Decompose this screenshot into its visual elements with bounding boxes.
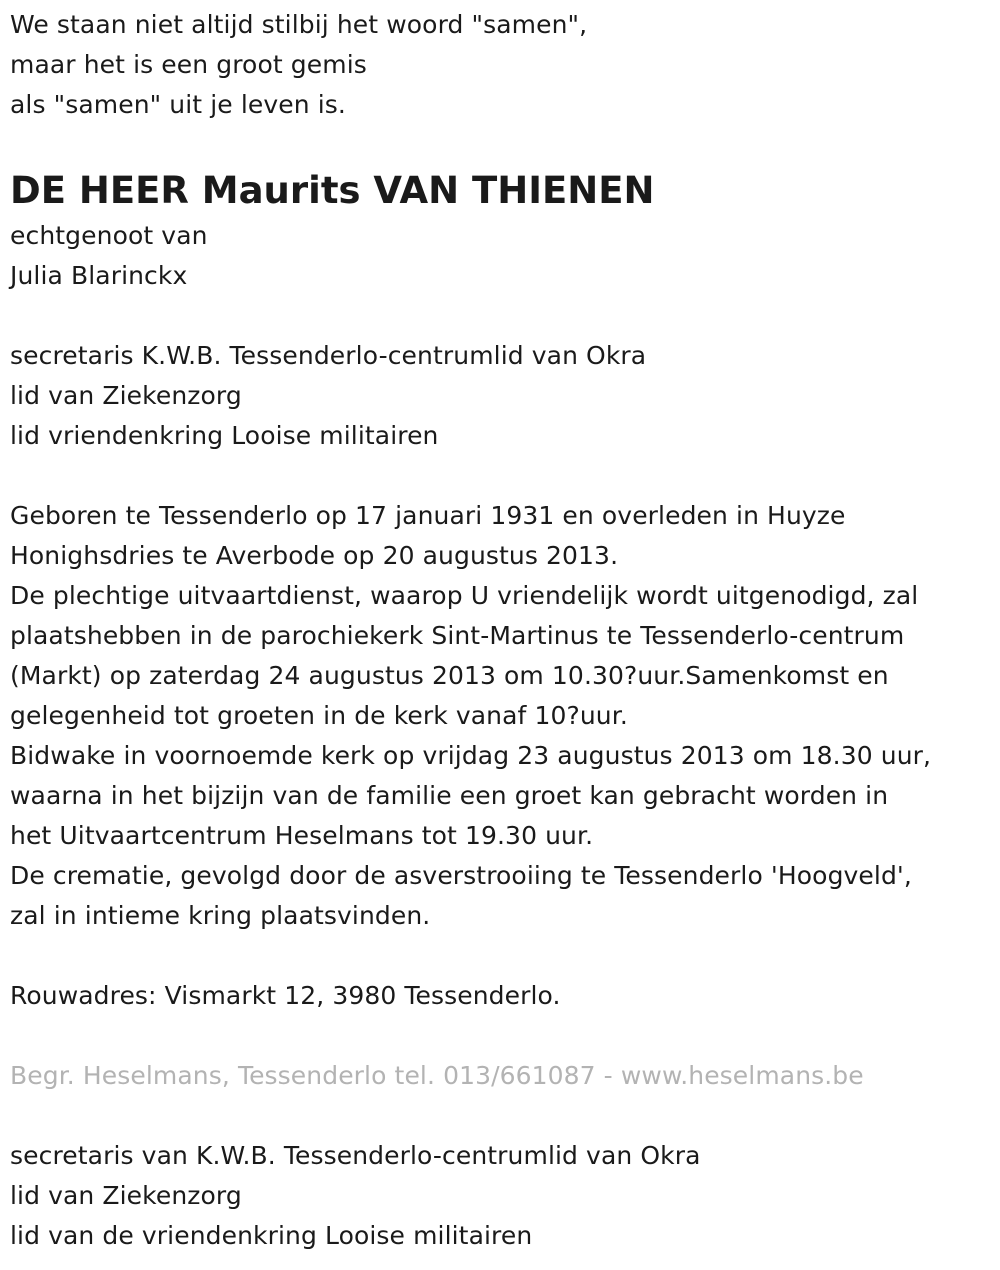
announcement-text xyxy=(10,496,1000,936)
poem-line: als "samen" uit je leven is. xyxy=(10,90,346,119)
poem-line: maar het is een groot gemis xyxy=(10,50,367,79)
membership-item: lid vriendenkring Looise militairen xyxy=(10,421,439,450)
spacer xyxy=(10,296,1000,336)
announcement-line: zal in intieme kring plaatsvinden. xyxy=(10,901,431,930)
announcement-line: het Uitvaartcentrum Heselmans tot 19.30 uur. xyxy=(10,821,594,850)
announcement-line: (Markt) op zaterdag 24 augustus 2013 om 10.30?uur.Samenkomst en xyxy=(10,661,889,690)
memberships-bottom xyxy=(10,1136,1000,1256)
membership-item: lid van Ziekenzorg xyxy=(10,1181,242,1210)
spacer xyxy=(10,1096,1000,1136)
mourning-address: Rouwadres: Vismarkt 12, 3980 Tessenderlo. xyxy=(10,981,561,1010)
membership-item: lid van de vriendenkring Looise militairen xyxy=(10,1221,533,1250)
spacer xyxy=(10,936,1000,976)
announcement-line: plaatshebben in de parochiekerk Sint-Martinus te Tessenderlo-centrum xyxy=(10,621,905,650)
announcement-line: De plechtige uitvaartdienst, waarop U vriendelijk wordt uitgenodigd, zal xyxy=(10,581,919,610)
poem xyxy=(10,5,1000,125)
announcement-line: De crematie, gevolgd door de asverstrooiing te Tessenderlo 'Hoogveld', xyxy=(10,861,912,890)
spouse-name: Julia Blarinckx xyxy=(10,261,188,290)
memberships-top xyxy=(10,336,1000,456)
announcement-line: Geboren te Tessenderlo op 17 januari 1931 en overleden in Huyze xyxy=(10,501,846,530)
membership-item: secretaris K.W.B. Tessenderlo-centrumlid van Okra xyxy=(10,341,647,370)
poem-line: We staan niet altijd stilbij het woord "samen", xyxy=(10,10,588,39)
relation-label: echtgenoot van xyxy=(10,221,208,250)
funeral-home-credit: Begr. Heselmans, Tessenderlo tel. 013/661087 - www.heselmans.be xyxy=(10,1061,864,1090)
announcement-line: waarna in het bijzijn van de familie een groet kan gebracht worden in xyxy=(10,781,889,810)
membership-item: secretaris van K.W.B. Tessenderlo-centrumlid van Okra xyxy=(10,1141,701,1170)
announcement-line: Bidwake in voornoemde kerk op vrijdag 23 augustus 2013 om 18.30 uur, xyxy=(10,741,932,770)
spacer xyxy=(10,456,1000,496)
announcement-line: Honighsdries te Averbode op 20 augustus 2013. xyxy=(10,541,619,570)
deceased-name: DE HEER Maurits VAN THIENEN xyxy=(10,169,655,212)
spacer xyxy=(10,1016,1000,1056)
announcement-line: gelegenheid tot groeten in de kerk vanaf 10?uur. xyxy=(10,701,628,730)
spacer xyxy=(10,125,1000,165)
membership-item: lid van Ziekenzorg xyxy=(10,381,242,410)
